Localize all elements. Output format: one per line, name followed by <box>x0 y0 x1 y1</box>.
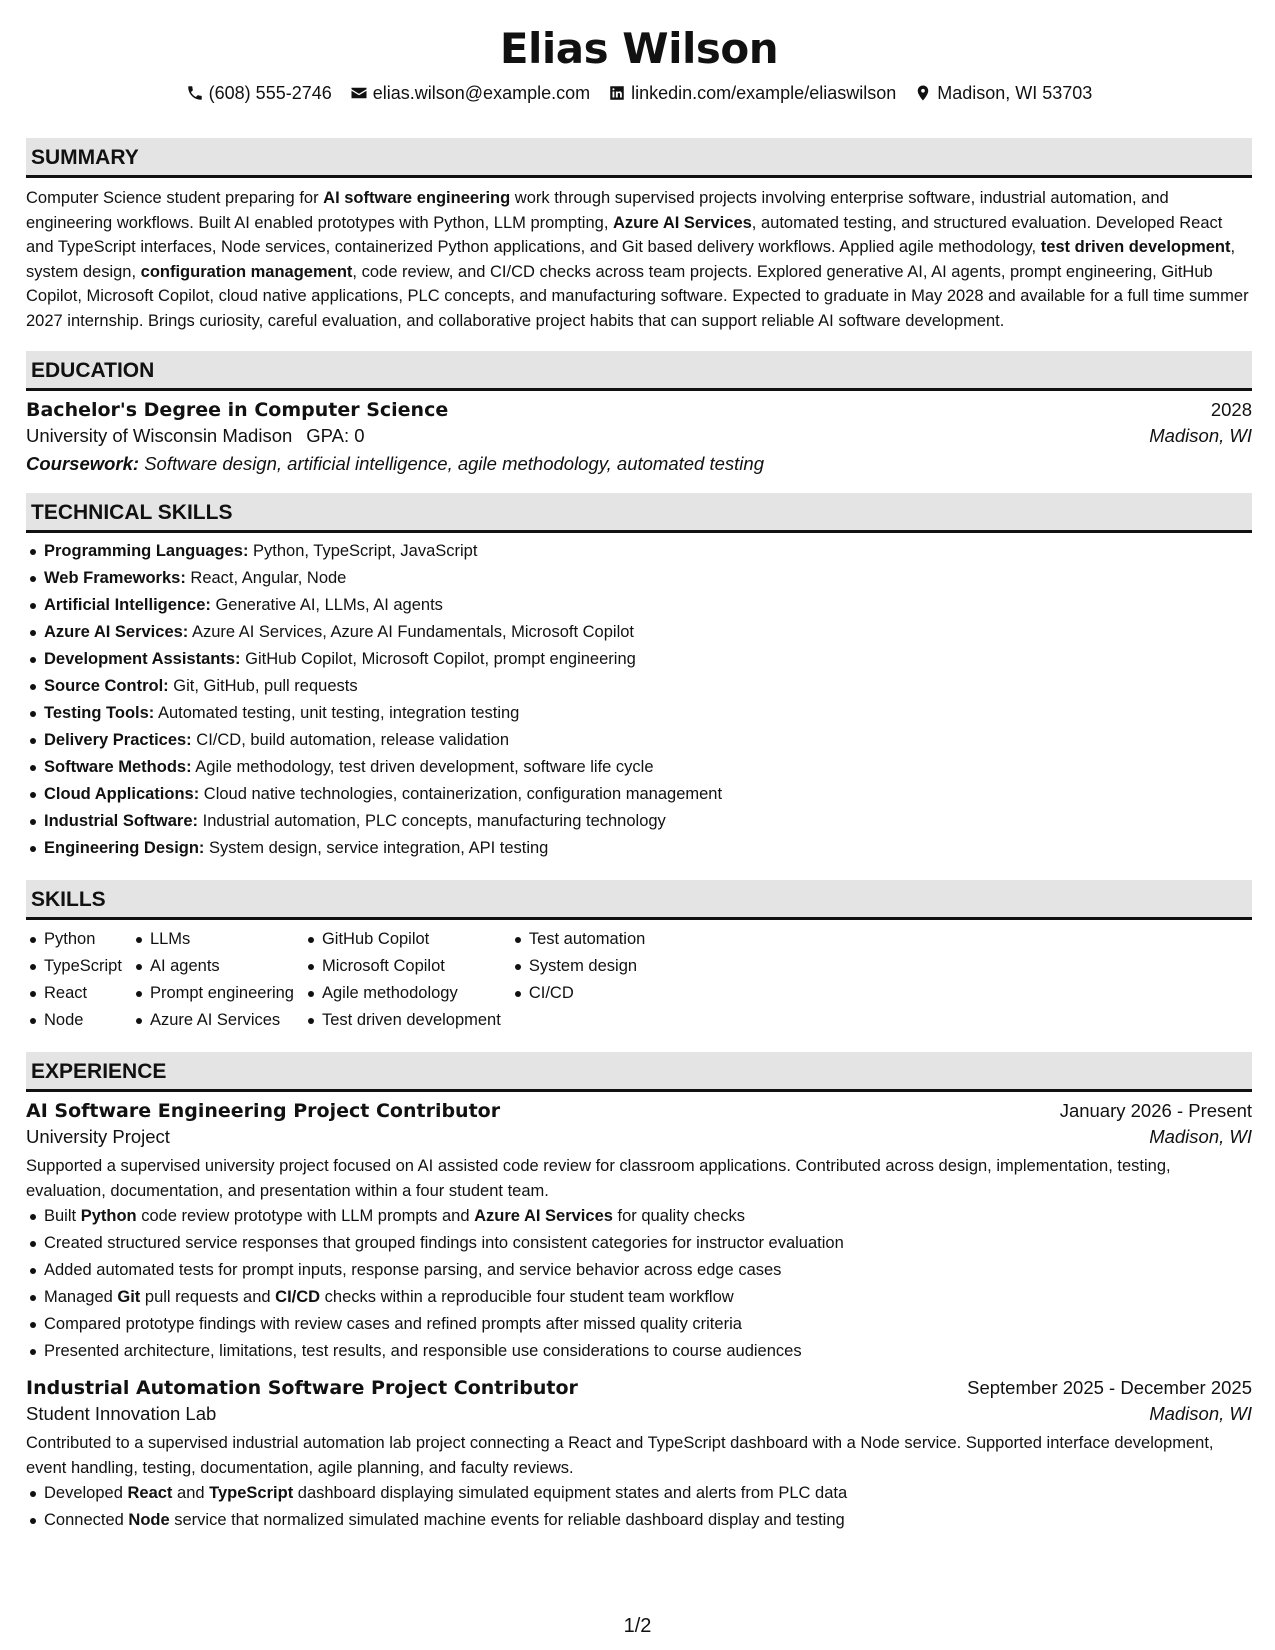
job-bullet <box>26 1230 1252 1257</box>
text-run: Compared prototype findings with review cases and refined prompts after missed quality criteria <box>44 1315 742 1333</box>
job-bullets <box>26 1203 1252 1365</box>
text-run: , automated testing, and structured evaluation. Developed React and TypeScript interfaces, Node services, containerized Python applications, and Git based delivery workflows. Applied agile methodology, <box>26 213 1223 256</box>
bold-text: Azure AI Services <box>613 213 752 232</box>
text-run: Built <box>44 1207 81 1225</box>
education-entry <box>26 399 1252 475</box>
job-dates: January 2026 - Present <box>1059 1100 1252 1121</box>
job-bullet <box>26 1507 1252 1534</box>
text-run: for quality checks <box>612 1207 745 1225</box>
technical-skills-list <box>26 538 1252 862</box>
skill-item: Agile methodology <box>304 980 501 1007</box>
text-run: Developed <box>44 1484 128 1502</box>
envelope-icon <box>350 84 368 102</box>
job-dates: September 2025 - December 2025 <box>967 1377 1252 1398</box>
text-run: Managed <box>44 1288 118 1306</box>
skill-item: React <box>26 980 122 1007</box>
skill-category: Industrial Software: <box>44 812 199 830</box>
text-run: work through supervised projects involving enterprise software, industrial automation, and engineering workflows. Built AI enabled prototypes with Python, LLM prompting, <box>26 189 1169 232</box>
bold-text: AI software engineering <box>323 189 511 207</box>
organization: University Project <box>26 1126 170 1147</box>
skill-item: TypeScript <box>26 953 122 980</box>
skill-item: Microsoft Copilot <box>304 953 501 980</box>
text-run: Presented architecture, limitations, test results, and responsible use considerations to course audiences <box>44 1342 802 1360</box>
job-bullet <box>26 1480 1252 1507</box>
skill-category: Delivery Practices: <box>44 731 192 749</box>
text-run: Added automated tests for prompt inputs, response parsing, and service behavior across edge cases <box>44 1261 782 1279</box>
job-bullet <box>26 1338 1252 1365</box>
technical-skill-item <box>26 538 1252 565</box>
skill-values: Agile methodology, test driven development, software life cycle <box>191 758 654 776</box>
bold-text: Azure AI Services <box>474 1207 613 1225</box>
skill-item: Test driven development <box>304 1007 501 1034</box>
technical-skill-item <box>26 781 1252 808</box>
skill-item: Python <box>26 926 122 953</box>
coursework <box>26 453 1252 475</box>
contact-email[interactable] <box>350 80 590 106</box>
section-heading-summary: SUMMARY <box>26 138 1252 178</box>
section-heading-education: EDUCATION <box>26 351 1252 391</box>
technical-skill-item <box>26 835 1252 862</box>
skill-item: Node <box>26 1007 122 1034</box>
experience-entry <box>26 1377 1252 1534</box>
linkedin-text[interactable]: linkedin.com/example/eliaswilson <box>631 83 897 103</box>
skills-column <box>132 926 294 1034</box>
job-location: Madison, WI <box>1149 1403 1252 1424</box>
location-text: Madison, WI 53703 <box>937 83 1093 103</box>
job-location: Madison, WI <box>1149 1126 1252 1147</box>
map-pin-icon <box>914 84 932 102</box>
technical-skill-item <box>26 619 1252 646</box>
skill-values: Cloud native technologies, containerization, configuration management <box>199 785 723 803</box>
page-number: 1/2 <box>623 1615 652 1637</box>
skills-grid <box>26 926 1252 1034</box>
job-description: Supported a supervised university project focused on AI assisted code review for classroom applications. Contributed across design, implementation, testing, evaluation, documentation, and presentation within a four student team. <box>26 1157 1171 1200</box>
job-bullet <box>26 1284 1252 1311</box>
contact-phone <box>186 80 332 106</box>
technical-skill-item <box>26 592 1252 619</box>
experience-list <box>26 1100 1252 1534</box>
phone-icon <box>186 84 204 102</box>
degree-title: Bachelor's Degree in Computer Science <box>26 399 449 421</box>
skill-values: Python, TypeScript, JavaScript <box>248 542 478 560</box>
skill-category: Artificial Intelligence: <box>44 596 211 614</box>
skills-column-list <box>511 926 645 1007</box>
linkedin-icon <box>608 84 626 102</box>
bold-text: CI/CD <box>275 1288 321 1306</box>
skill-values: React, Angular, Node <box>185 569 347 587</box>
technical-skill-item <box>26 646 1252 673</box>
text-run: , code review, and CI/CD checks across team projects. Explored generative AI, AI agents, prompt engineering, GitHub Copilot, Microsoft Copilot, cloud native applications, PLC concepts, and manufacturing software. Expected to graduate in May 2028 and available for a full time summer 2027 internship. Brings curiosity, careful evaluation, and collaborative project habits that can support reliable AI software development. <box>26 262 1249 330</box>
resume-page <box>26 0 1252 1650</box>
contact-linkedin[interactable] <box>608 80 896 106</box>
job-bullet <box>26 1203 1252 1230</box>
skill-category: Source Control: <box>44 677 169 695</box>
skill-category: Development Assistants: <box>44 650 241 668</box>
skills-column <box>304 926 501 1034</box>
section-heading-technical-skills: TECHNICAL SKILLS <box>26 493 1252 533</box>
contact-bar <box>26 80 1252 106</box>
skill-category: Testing Tools: <box>44 704 155 722</box>
job-description: Contributed to a supervised industrial automation lab project connecting a React and TypeScript dashboard with a Node service. Supported interface development, event handling, testing, documentation, agile planning, and faculty reviews. <box>26 1434 1214 1477</box>
text-run: Computer Science student preparing for <box>26 189 324 207</box>
skill-values: GitHub Copilot, Microsoft Copilot, prompt engineering <box>240 650 636 668</box>
bold-text: configuration management <box>140 262 353 281</box>
job-title: AI Software Engineering Project Contributor <box>26 1100 501 1122</box>
skill-item: Test automation <box>511 926 645 953</box>
organization: Student Innovation Lab <box>26 1403 217 1424</box>
text-run: checks within a reproducible four student team workflow <box>320 1288 734 1306</box>
skill-item: Prompt engineering <box>132 980 294 1007</box>
bold-text: Git <box>117 1288 141 1306</box>
skill-category: Web Frameworks: <box>44 569 186 587</box>
skill-values: Automated testing, unit testing, integration testing <box>154 704 520 722</box>
gpa: GPA: 0 <box>306 425 365 446</box>
skill-category: Software Methods: <box>44 758 192 776</box>
coursework-label: Coursework: <box>26 453 140 474</box>
skills-column <box>511 926 645 1034</box>
skill-values: Generative AI, LLMs, AI agents <box>210 596 443 614</box>
graduation-year: 2028 <box>1210 399 1252 420</box>
section-heading-skills: SKILLS <box>26 880 1252 920</box>
text-run: Created structured service responses that grouped findings into consistent categories for instructor evaluation <box>44 1234 844 1252</box>
text-run: dashboard displaying simulated equipment states and alerts from PLC data <box>293 1484 848 1502</box>
skills-column-list <box>26 926 122 1034</box>
skill-item: AI agents <box>132 953 294 980</box>
text-run: service that normalized simulated machine events for reliable dashboard display and testing <box>169 1511 845 1529</box>
job-bullets <box>26 1480 1252 1534</box>
job-bullet <box>26 1257 1252 1284</box>
job-bullet <box>26 1311 1252 1338</box>
school-name: University of Wisconsin Madison <box>26 425 293 446</box>
bold-text: Node <box>128 1511 170 1529</box>
text-run: code review prototype with LLM prompts and <box>136 1207 475 1225</box>
technical-skill-item <box>26 727 1252 754</box>
skill-item: CI/CD <box>511 980 645 1007</box>
skill-item: LLMs <box>132 926 294 953</box>
candidate-name: Elias Wilson <box>499 24 779 73</box>
contact-location <box>914 80 1092 106</box>
skill-values: Azure AI Services, Azure AI Fundamentals, Microsoft Copilot <box>188 623 634 641</box>
email-text[interactable]: elias.wilson@example.com <box>372 83 591 103</box>
experience-entry <box>26 1100 1252 1365</box>
technical-skill-item <box>26 808 1252 835</box>
technical-skill-item <box>26 565 1252 592</box>
skills-column <box>26 926 122 1034</box>
skill-item: GitHub Copilot <box>304 926 501 953</box>
summary-paragraph <box>26 186 1252 333</box>
bold-text: test driven development <box>1040 238 1231 256</box>
skill-category: Azure AI Services: <box>44 623 189 641</box>
skill-category: Cloud Applications: <box>44 785 200 803</box>
skill-item: System design <box>511 953 645 980</box>
technical-skill-item <box>26 673 1252 700</box>
skill-values: System design, service integration, API testing <box>204 839 549 857</box>
section-heading-experience: EXPERIENCE <box>26 1052 1252 1092</box>
bold-text: React <box>127 1484 173 1502</box>
skills-column-list <box>132 926 294 1034</box>
skill-category: Engineering Design: <box>44 839 205 857</box>
skills-column-list <box>304 926 501 1034</box>
school-line <box>26 425 365 447</box>
bold-text: TypeScript <box>209 1484 294 1502</box>
job-title: Industrial Automation Software Project Contributor <box>26 1377 578 1399</box>
text-run: and <box>172 1484 210 1502</box>
phone-text: (608) 555-2746 <box>208 83 332 103</box>
technical-skill-item <box>26 700 1252 727</box>
skill-values: Industrial automation, PLC concepts, manufacturing technology <box>198 812 666 830</box>
text-run: , system design, <box>26 238 1236 281</box>
text-run: Connected <box>44 1511 129 1529</box>
coursework-text: Software design, artificial intelligence, agile methodology, automated testing <box>139 453 764 474</box>
bold-text: Python <box>80 1207 137 1225</box>
text-run: pull requests and <box>140 1288 276 1306</box>
skill-values: CI/CD, build automation, release validation <box>191 731 510 749</box>
skill-item: Azure AI Services <box>132 1007 294 1034</box>
school-location: Madison, WI <box>1149 425 1252 446</box>
technical-skill-item <box>26 754 1252 781</box>
skill-values: Git, GitHub, pull requests <box>168 677 358 695</box>
skill-category: Programming Languages: <box>44 542 249 560</box>
